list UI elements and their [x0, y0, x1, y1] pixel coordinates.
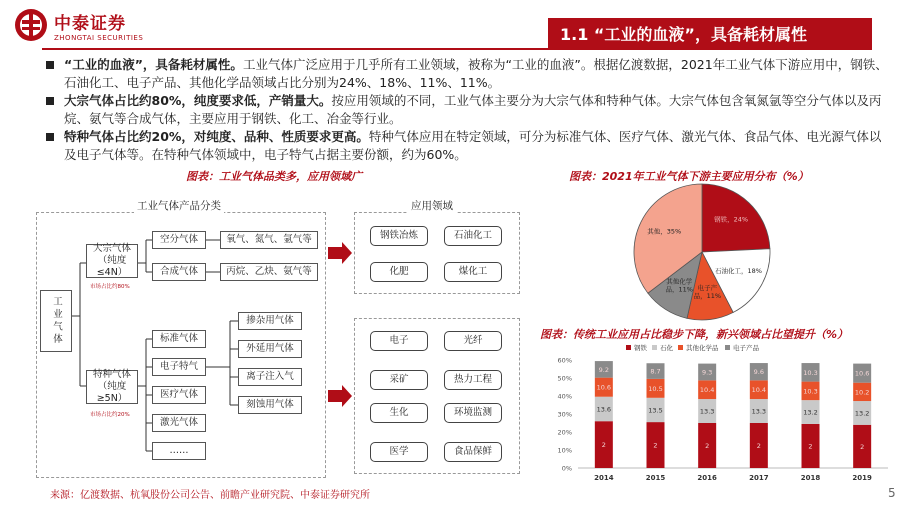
legend-label: 其他化学品: [686, 344, 719, 352]
legend-swatch: [678, 345, 683, 350]
bar-value-label: 9.6: [753, 368, 765, 377]
bar-value-label: 13.3: [699, 407, 715, 416]
brand-name-en: ZHONGTAI SECURITIES: [54, 33, 144, 42]
bulk-app: 钢铁冶炼: [370, 226, 428, 246]
special-gas-node: [86, 370, 138, 404]
bar-value-label: 2: [756, 442, 761, 450]
special-child: ……: [152, 442, 206, 460]
special-child: 医疗气体: [152, 386, 206, 404]
special-child: 激光气体: [152, 414, 206, 432]
legend-swatch: [725, 345, 730, 350]
fig1-caption: 图表：工业气体品类多，应用领域广: [186, 170, 362, 183]
special-app: 环境监测: [444, 403, 502, 423]
pie-chart: [600, 178, 900, 326]
arrow-right-icon: [328, 385, 352, 407]
x-tick-label: 2016: [697, 474, 717, 482]
legend-swatch: [626, 345, 631, 350]
bullet-text: 特种气体应用在特定领域，可分为标准气体、医疗气体、激光气体、食品气体、电光源气体以及电子气体等。在特种气体领域中，电子特气占据主要份额，约为60%。: [64, 129, 882, 162]
air-separation-gas: 空分气体: [152, 231, 206, 249]
bar-value-label: 13.6: [596, 405, 612, 414]
y-tick-label: 10%: [557, 446, 572, 455]
bar-value-label: 2: [601, 441, 606, 450]
bar-value-label: 8.7: [650, 367, 661, 376]
page-number: 5: [888, 486, 896, 500]
bar-value-label: 10.6: [596, 383, 612, 392]
bulk-gas-node: [86, 244, 138, 278]
bar-value-label: 13.3: [751, 407, 767, 416]
y-tick-label: 0%: [561, 464, 572, 473]
bar-value-label: 2: [808, 442, 813, 451]
bulk-app: 煤化工: [444, 262, 502, 282]
legend-label: 电子产品: [733, 344, 759, 352]
page-title: 1.1 “工业的血液”，具备耗材属性: [548, 18, 872, 48]
synthetic-gas-detail: 丙烷、乙炔、氨气等: [220, 263, 318, 281]
bullet-text: 工业气体广泛应用于几乎所有工业领域，被称为“工业的血液”。根据亿渡数据，2021年工业气体下游应用中，钢铁、石油化工、电子产品、其他化学品领域占比分别为24%、18%、11%、11%。: [64, 57, 888, 90]
x-tick-label: 2019: [852, 474, 872, 482]
legend-swatch: [652, 345, 657, 350]
bulk-app: 化肥: [370, 262, 428, 282]
brand-name-cn: 中泰证券: [54, 13, 126, 34]
bar-value-label: 2: [705, 442, 710, 450]
bar-value-label: 2: [860, 442, 865, 451]
pie-slice-label: 其他，35%: [647, 227, 682, 236]
special-share-note: 市场占比约20%: [90, 412, 130, 418]
electronic-gas-child: 刻蚀用气体: [238, 396, 302, 414]
bulk-share-note: 市场占比约80%: [90, 284, 130, 290]
root-industrial-gas: 工业气体: [40, 290, 72, 352]
bulk-app: 石油化工: [444, 226, 502, 246]
bullet-text: 按应用领域的不同，工业气体主要分为大宗气体和特种气体。大宗气体包含氧氮氩等空分气体以及丙烷、氨气等合成气体，主要应用于钢铁、化工、冶金等行业。: [64, 93, 882, 126]
arrow-right-icon: [328, 242, 352, 264]
special-app: 食品保鲜: [444, 442, 502, 462]
pie-slice-label: 钢铁，24%: [714, 215, 749, 224]
products-header: 工业气体产品分类: [134, 198, 224, 213]
pie-slice-label: 石油化工，18%: [715, 267, 762, 276]
special-child: 标准气体: [152, 330, 206, 348]
fig3-caption: 图表：传统工业应用占比稳步下降，新兴领域占比望提升（%）: [540, 328, 849, 341]
x-tick-label: 2017: [749, 474, 769, 482]
electronic-gas-child: 掺杂用气体: [238, 312, 302, 330]
synthetic-gas: 合成气体: [152, 263, 206, 281]
bulk-gas-label: 大宗气体: [92, 243, 131, 254]
bar-value-label: 10.4: [751, 386, 767, 395]
special-app: 热力工程: [444, 370, 502, 390]
bar-value-label: 13.2: [854, 409, 870, 418]
apps-header: 应用领域: [408, 198, 456, 213]
bar-value-label: 10.5: [648, 384, 663, 393]
y-tick-label: 40%: [557, 392, 572, 401]
source-note: 来源：亿渡数据、杭氧股份公司公告、前瞻产业研究院、中泰证券研究所: [50, 490, 370, 501]
bar-value-label: 10.4: [699, 386, 715, 395]
special-gas-label: 特种气体: [92, 369, 131, 380]
air-separation-detail: 氧气、氮气、氩气等: [220, 231, 318, 249]
bar-value-label: 10.3: [803, 368, 818, 377]
bar-value-label: 9.2: [598, 365, 610, 374]
special-app: 生化: [370, 403, 428, 423]
x-tick-label: 2014: [594, 474, 614, 482]
special-app: 电子: [370, 331, 428, 351]
x-tick-label: 2018: [800, 474, 821, 482]
x-tick-label: 2015: [645, 474, 666, 482]
y-tick-label: 60%: [557, 356, 572, 365]
pie-slice-label: 其他化学品，11%: [665, 277, 693, 294]
bar-value-label: 10.2: [854, 388, 870, 397]
electronic-gas-child: 离子注入气: [238, 368, 302, 386]
bar-value-label: 10.3: [803, 387, 818, 396]
bar-value-label: 13.5: [648, 406, 663, 415]
bullet-bold: “工业的血液”，具备耗材属性。: [64, 57, 243, 72]
special-app: 光纤: [444, 331, 502, 351]
y-tick-label: 30%: [557, 410, 572, 419]
special-child: 电子特气: [152, 358, 206, 376]
bar-value-label: 13.2: [803, 408, 818, 417]
electronic-gas-child: 外延用气体: [238, 340, 302, 358]
legend-label: 钢铁: [634, 344, 647, 352]
pie-slice-label: 电子产品，11%: [693, 283, 722, 300]
y-tick-label: 20%: [557, 428, 572, 437]
bulk-gas-purity: （纯度≤4N）: [96, 255, 128, 278]
legend-label: 石化: [660, 344, 673, 352]
y-tick-label: 50%: [557, 374, 572, 383]
bar-value-label: 2: [653, 441, 658, 450]
bar-value-label: 9.3: [701, 368, 713, 377]
fig2-caption: 图表：2021年工业气体下游主要应用分布（%）: [569, 170, 809, 183]
stacked-bar-chart: [530, 340, 910, 490]
bar-value-label: 10.6: [854, 369, 870, 378]
special-app: 医学: [370, 442, 428, 462]
bullet-bold: 大宗气体占比约80%，纯度要求低，产销量大。: [64, 93, 332, 108]
special-app: 采矿: [370, 370, 428, 390]
bullet-bold: 特种气体占比约20%，对纯度、品种、性质要求更高。: [64, 129, 369, 144]
special-gas-purity: （纯度≥5N）: [96, 381, 128, 404]
